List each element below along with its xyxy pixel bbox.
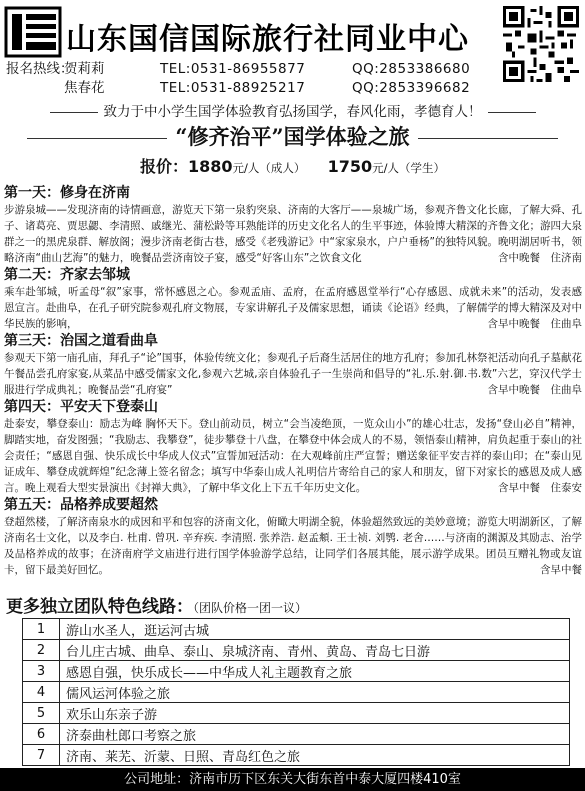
header	[0, 0, 585, 100]
day-title: 第一天：修身在济南	[4, 185, 130, 201]
student-unit: 元/人（学生）	[372, 161, 446, 175]
day-title: 第五天：品格养成要超然	[4, 497, 158, 513]
footer-address: 公司地址：济南市历下区东关大街东首中泰大厦四楼410室	[0, 768, 585, 791]
tour-title: “修齐治平”国学体验之旅	[0, 121, 585, 151]
company-name: 山东国信国际旅行社同业中心	[66, 22, 469, 57]
contact-qq: QQ:2853396682	[352, 80, 471, 96]
route-number: 7	[23, 745, 60, 766]
day-meals: 含中晚餐 住济南	[498, 252, 582, 264]
contact-tel: TEL:0531-86955877	[160, 61, 306, 77]
route-number: 1	[23, 619, 60, 640]
table-row	[23, 724, 570, 745]
logo-icon	[4, 6, 62, 58]
route-name: 济南、莱芜、沂蒙、日照、青岛红色之旅	[60, 745, 570, 766]
table-row	[23, 682, 570, 703]
adult-unit: 元/人（成人）	[232, 161, 306, 175]
route-number: 6	[23, 724, 60, 745]
student-price: 1750	[327, 157, 373, 176]
contact-qq: QQ:2853386680	[352, 61, 471, 77]
day-section	[4, 266, 582, 332]
table-row	[23, 661, 570, 682]
route-name: 台儿庄古城、曲阜、泰山、泉城济南、青州、黄岛、青岛七日游	[60, 640, 570, 661]
table-row	[23, 703, 570, 724]
contact-name: 贺莉莉	[64, 61, 105, 77]
contact-row	[6, 60, 470, 79]
route-number: 5	[23, 703, 60, 724]
price-label: 报价：	[139, 157, 188, 176]
table-row	[23, 619, 570, 640]
day-section	[4, 398, 582, 496]
routes-table	[22, 618, 570, 766]
slogan: 致力于中小学生国学体验教育弘扬国学，春风化雨，孝德育人！	[0, 100, 585, 120]
contact-name: 焦春花	[64, 80, 105, 96]
day-meals: 含早中餐 住泰安	[498, 482, 582, 494]
table-row	[23, 745, 570, 766]
qr-code-icon	[503, 6, 579, 82]
day-section	[4, 332, 582, 398]
day-text: 登超然楼，了解济南泉水的成因和平和包容的济南文化，俯瞰大明湖全貌，体验超然致远的美妙意境；游览大明湖新区，了解济南名士文化，以及李白. 杜甫. 曾巩. 辛弃疾. 李清照. 张养浩. 赵孟頫. 王士祯. 刘鹗. 老舍……与济南的渊源及其励志、治学及品格养成的故事；在济南府学文庙进行进行国学体验游学总结，让同学们各展其能，展示游学成果。团员互赠礼物或友谊卡，留下最美好回忆。 含早中餐	[4, 516, 582, 576]
company-logo	[4, 6, 62, 58]
hotline-block	[6, 60, 470, 98]
more-routes-title: 更多独立团队特色线路：（团队价格一团一议）	[6, 597, 308, 617]
day-text: 赴泰安，攀登泰山：励志为峰 胸怀天下。登山前动员，树立“会当凌绝顶，一览众山小”的雄心壮志，发扬“登山必自”精神，脚踏实地，奋发图强；“我励志、我攀登”，徒步攀登十八盘，在攀登中体会成人的不易，领悟泰山精神，肩负起重于泰山的社会责任；“感恩自强、快乐成长中华成人仪式”宣誓加冠活动：在大观峰前庄严宣誓；赠送象征平安吉祥的泰山印；在“泰山见证成年、攀登成就辉煌”纪念薄上签名留念；填写中华泰山成人礼明信片寄给自己的家人和朋友，留下对家长的感恩及成人感言。晚上观看大型实景演出《封禅大典》，了解中华文化上下五千年历史文化。 含早中餐 住泰安	[4, 418, 582, 494]
day-meals: 含早中晚餐 住曲阜	[487, 384, 582, 396]
contact-row	[6, 79, 470, 98]
route-name: 济泰曲杜郎口考察之旅	[60, 724, 570, 745]
day-meals: 含早中晚餐 住曲阜	[487, 318, 582, 330]
route-name: 儒风运河体验之旅	[60, 682, 570, 703]
route-name: 欢乐山东亲子游	[60, 703, 570, 724]
route-number: 2	[23, 640, 60, 661]
price-line	[0, 154, 585, 177]
hotline-label: 报名热线：	[6, 61, 74, 77]
day-section	[4, 184, 582, 266]
day-text: 乘车赴邹城，听孟母“叙”家事，常怀感恩之心。参观孟庙、孟府，在孟府感恩堂举行“心存感恩、成就未来”的活动，发表感恩宣言。赴曲阜，在孔子研究院参观孔府文物展，专家讲解孔子及儒家思想，诵读《论语》经典，了解儒学的博大精深及对中华民族的影响， 含早中晚餐 住曲阜	[4, 286, 582, 330]
day-title: 第三天：治国之道看曲阜	[4, 333, 158, 349]
contact-tel: TEL:0531-88925217	[160, 80, 306, 96]
route-number: 4	[23, 682, 60, 703]
day-title: 第二天：齐家去邹城	[4, 267, 130, 283]
route-number: 3	[23, 661, 60, 682]
more-routes-note: （团队价格一团一议）	[193, 601, 308, 615]
day-text: 参观天下第一庙孔庙，拜孔子“论”国事，体验传统文化；参观孔子后裔生活居住的地方孔府；参加孔林祭祀活动向孔子墓献花午餐品尝孔府家宴,从菜品中感受儒家文化,参观六艺城,亲自体验孔子一生崇尚和倡导的“礼.乐.射.御.书.数”六艺，穿汉代学士服进行学成典礼；晚餐品尝“孔府宴” 含早中晚餐 住曲阜	[4, 352, 582, 396]
day-meals: 含早中餐	[540, 564, 582, 576]
day-text: 步游泉城——发现济南的诗情画意，游览天下第一泉豹突泉、济南的大客厅——泉城广场，参观齐鲁文化长廊，了解大舜、孔子、诸葛亮、贾思勰、李清照、戚继光、蒲松龄等耳熟能详的历史文化名人的生平事迹，体验博大精深的齐鲁文化；游四大泉群之一的黑虎泉群、解放阁；漫步济南老街古巷，感受《老残游记》中“家家泉水，户户垂杨”的独特风貌。晚明湖居听书，领略济南“曲山艺海”的魅力，晚餐品尝济南饺子宴，感受“好客山东”之饮食文化 含中晚餐 住济南	[4, 204, 582, 264]
adult-price: 1880	[187, 157, 233, 176]
day-section	[4, 496, 582, 578]
route-name: 感恩自强，快乐成长——中华成人礼主题教育之旅	[60, 661, 570, 682]
route-name: 游山水圣人，逛运河古城	[60, 619, 570, 640]
table-row	[23, 640, 570, 661]
itinerary	[4, 184, 582, 578]
day-title: 第四天：平安天下登泰山	[4, 399, 158, 415]
